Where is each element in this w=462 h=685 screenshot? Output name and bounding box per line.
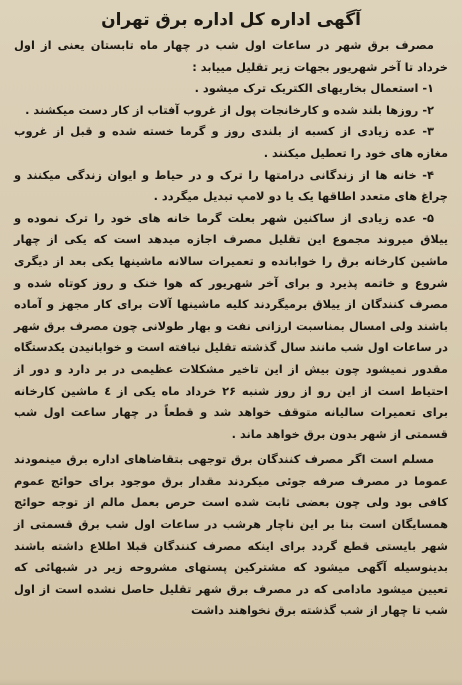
clipping-bottom-edge xyxy=(0,679,462,685)
notice-body xyxy=(14,35,448,622)
notice-paragraph-item-3: ۳- عده زیادی از کسبه از بلندی روز و گرما خسته شده و قبل از غروب مغازه های خود را تعطیل میکنند . xyxy=(14,124,448,160)
notice-paragraph-item-4: ۴- خانه ها از زندگانی درامتها را ترک و در حیاط و ایوان زندگی میکنند و چراغ های متعدد اطاقها یک یا دو لامپ تبدیل میگردد . xyxy=(14,167,448,204)
notice-paragraph-item-2: ۲- روزها بلند شده و کارخانجات پول از غروب آفتاب از کار دست میکشند . xyxy=(25,102,434,117)
notice-paragraph-intro: مصرف برق شهر در ساعات اول شب در چهار ماه تابستان یعنی از اول خرداد تا آخر شهریور بجهات زیر تقلیل مییابد : xyxy=(14,38,448,74)
notice-paragraph-closing: مسلم است اگر مصرف کنندگان برق توجهی بتقاضاهای اداره برق مینمودند عموما در مصرف صرفه جوئی میکردند مقدار برق موجود برای حوائج عموم کافی بود ولی چون بعضی ثابت شده است حرص بعمل مالم از توجه حوائج همسایگان است بنا بر این ناچار هرشب در ساعات اول شب برق قسمتی از شهر بایستی قطع گردد برای اینکه مصرف کنندگان قبلا اطلاع داشته باشند بدینوسیله آگهی میشود که مشترکین پستهای مشروحه زیر در شبهائی که تعیین میشود مادامی که در مصرف برق شهر تقلیل حاصل نشده است از اول شب تا چهار از شب گذشته برق نخواهند داشت xyxy=(14,452,448,618)
notice-paragraph-item-1: ۱- استعمال بخاریهای الکتریک ترک میشود . xyxy=(194,81,434,96)
notice-headline: آگهی اداره کل اداره برق تهران xyxy=(101,10,361,30)
notice-paragraph-item-5: ۵- عده زیادی از ساکنین شهر بعلت گرما خانه های خود را ترک نموده و ییلاق میروند مجموع این تقلیل مصرف اجازه میدهد است که یکی از چهار ماشین کارخانه برق را خوابانده و تعمیرات سالانه ماشینها یکی بعد از دیگری شروع و خاتمه پذیرد و برای آخر شهریور که هوا خنک و روز کوتاه شده و مصرف کنندگان از ییلاق برمیگردند کلیه ماشینها آلات برای کار مجهز و آماده باشند ولی امسال بمناسبت ارزانی نفت و بهار طولانی چون مصرف برق شهر در ساعات اول شب مانند سال گذشته تقلیل نیافته است و خوابانیدن یکدستگاه مقدور نمیشود چون بیش از این تاخیر مشکلات عظیمی در بر دارد و دور از احتیاط است از این رو از روز شنبه ۲۶ خرداد ماه یکی از ٤ ماشین کارخانه برای تعمیرات سالیانه متوقف خواهد شد و قطعاً در چهار ساعت اول شب قسمتی از شهر بدون برق خواهد ماند . xyxy=(14,210,448,441)
